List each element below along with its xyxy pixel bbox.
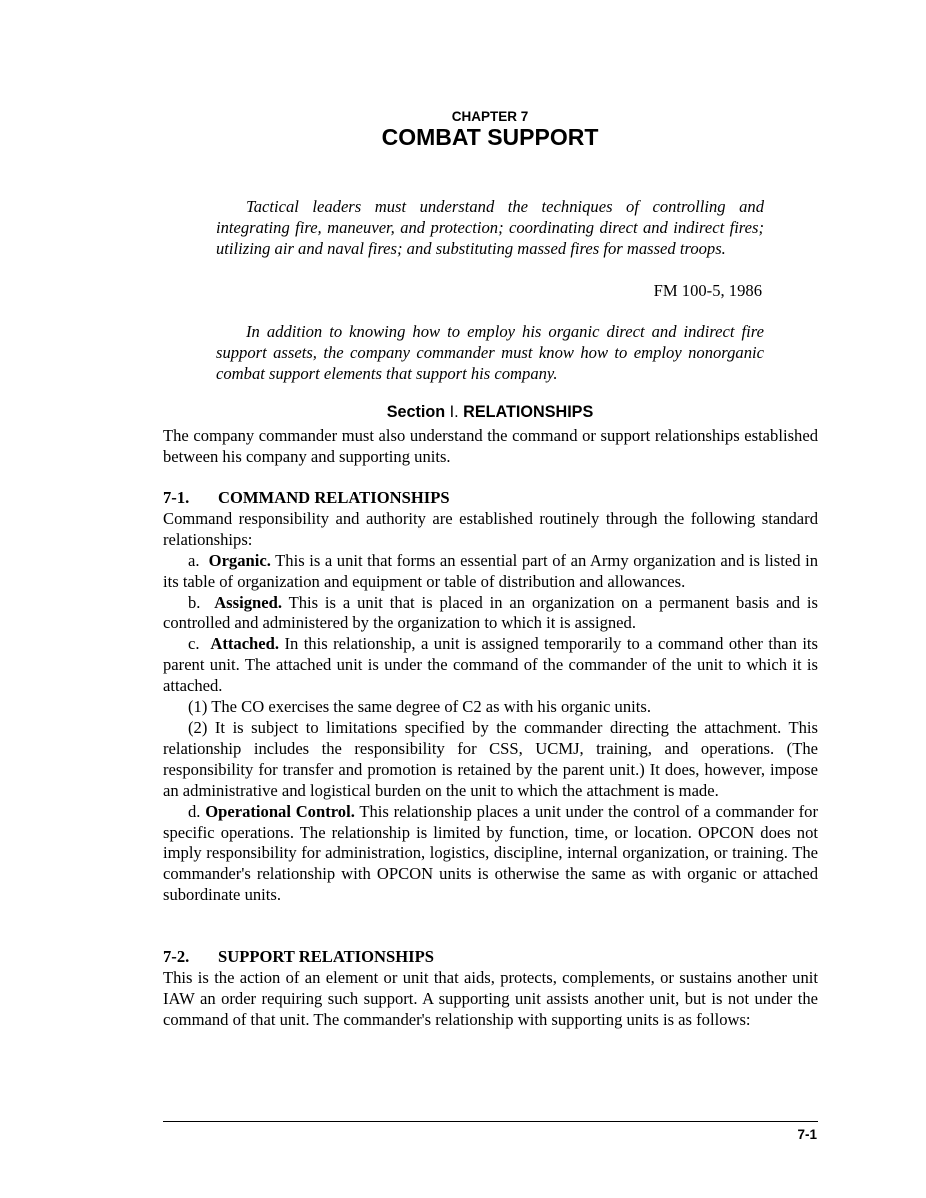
subparagraph-a [163, 551, 818, 593]
subparagraph-a-term: Organic. [208, 550, 271, 570]
subparagraph-c [163, 634, 818, 697]
subparagraph-b [163, 593, 818, 635]
section-roman: I. [449, 403, 459, 421]
subparagraph-c-text: In this relationship, a unit is assigned temporarily to a command other than its parent unit. The attached unit is under the command of the commander of the unit to which it is attached. [163, 634, 819, 696]
subparagraph-c-term: Attached. [210, 634, 280, 654]
chapter-label: CHAPTER 7 [451, 109, 529, 124]
paragraph-7-1-number: 7-1. [163, 488, 190, 507]
subparagraph-d [163, 802, 818, 907]
subparagraph-d-marker: d. [188, 801, 201, 821]
paragraph-7-1-lead: Command responsibility and authority are established routinely through the following standard relationships: [163, 508, 818, 549]
paragraph-7-2-heading [163, 947, 818, 968]
page-number: 7-1 [797, 1127, 817, 1142]
footer-rule [163, 1121, 818, 1122]
subparagraph-d-term: Operational Control. [205, 801, 355, 821]
section-label: Section [386, 403, 446, 421]
paragraph-7-1-title: COMMAND RELATIONSHIPS [218, 488, 450, 507]
paragraph-7-1-heading [163, 488, 818, 509]
subparagraph-b-text: This is a unit that is placed in an organization on a permanent basis and is controlled and administered by the organization to which it is assigned. [163, 592, 819, 633]
subparagraph-b-marker: b. [188, 592, 201, 612]
subparagraph-c-2: (2) It is subject to limitations specified by the commander directing the attachment. This relationship includes the responsibility for CSS, UCMJ, training, and operations. (The responsibility for transfer and promotion is retained by the parent unit.) It does, however, impose an administrative and logistical burden on the unit to which the attachment is made. [163, 717, 818, 800]
paragraph-7-2-number: 7-2. [163, 947, 190, 966]
epigraph-quote [216, 196, 764, 259]
section-heading [0, 403, 926, 422]
subparagraph-c-1: (1) The CO exercises the same degree of C2 as with his organic units. [188, 697, 651, 717]
epigraph-quote-text: Tactical leaders must understand the techniques of controlling and integrating fire, maneuver, and protection; coordinating direct and indirect fires; utilizing air and naval fires; and substituting massed fires for massed troops. [216, 197, 764, 258]
section-title: RELATIONSHIPS [463, 403, 594, 421]
chapter-intro [216, 321, 764, 384]
paragraph-7-2 [163, 947, 818, 1031]
subparagraph-a-marker: a. [188, 550, 200, 570]
section-intro [163, 426, 818, 468]
section-intro-text: The company commander must also understand the command or support relationships established between his company and supporting units. [163, 426, 818, 466]
paragraph-7-2-text: This is the action of an element or unit that aids, protects, complements, or sustains another unit IAW an order requiring such support. A supporting unit assists another unit, but is not under the command of that unit. The commander's relationship with supporting units is as follows: [163, 967, 818, 1029]
chapter-title: COMBAT SUPPORT [381, 124, 599, 150]
subparagraph-c-marker: c. [188, 634, 200, 654]
subparagraph-d-text: This relationship places a unit under the control of a commander for specific operations. The relationship is limited by function, time, or location. OPCON does not imply responsibility for administration, logistics, discipline, internal organization, or training. The commander's relationship with OPCON units is otherwise the same as with organic or attached subordinate units. [163, 801, 818, 905]
epigraph-source: FM 100-5, 1986 [653, 281, 762, 300]
paragraph-7-1 [163, 488, 818, 906]
chapter-intro-text: In addition to knowing how to employ his organic direct and indirect fire support assets, the company commander must know how to employ nonorganic combat support elements that support his company. [216, 322, 764, 383]
paragraph-7-2-title: SUPPORT RELATIONSHIPS [218, 947, 434, 966]
subparagraph-b-term: Assigned. [214, 592, 282, 612]
subparagraph-a-text: This is a unit that forms an essential part of an Army organization and is listed in its table of organization and equipment or table of distribution and allowances. [163, 550, 819, 591]
